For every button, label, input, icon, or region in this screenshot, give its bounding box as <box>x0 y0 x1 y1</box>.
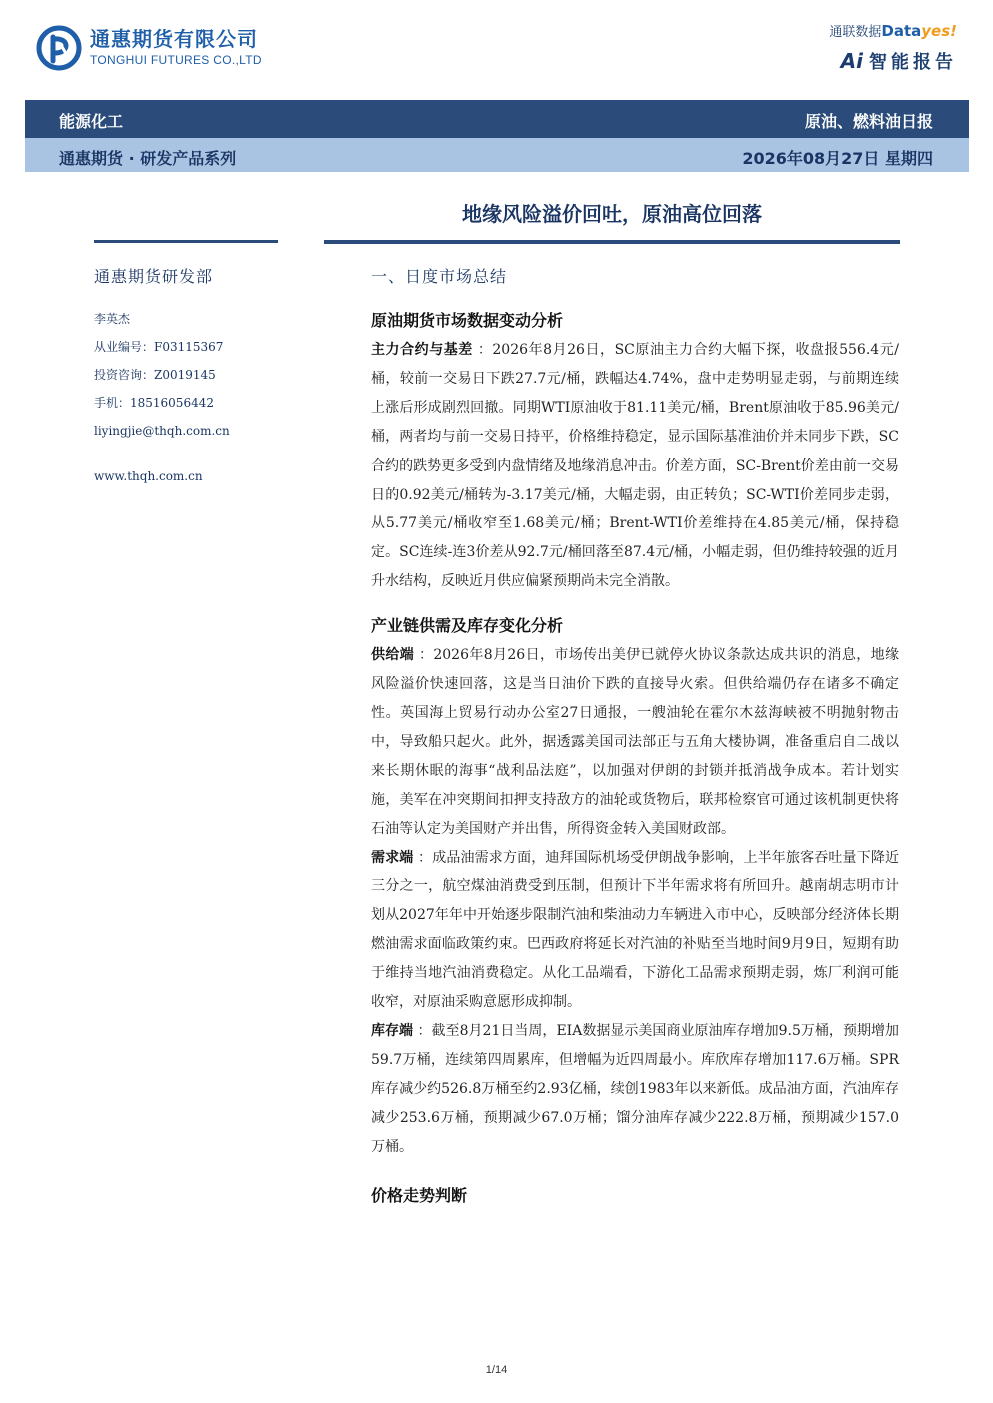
paragraph-contract-basis <box>371 336 899 596</box>
website-link: www.thqh.com.cn <box>94 469 203 483</box>
paragraph-label: 供给端 <box>371 647 415 664</box>
report-category: 能源化工 <box>59 112 124 131</box>
author-name: 李英杰 <box>94 312 131 326</box>
paragraph-text: ：2026年8月26日，SC原油主力合约大幅下探，收盘报556.4元/桶，较前一交易日下跌27.7元/桶，跌幅达4.74%，盘中走势明显走弱，与前期连续上涨后形成剧烈回撤。同期WTI原油收于81.11美元/桶，Brent原油收于85.96美元/桶，两者均与前一交易日持平，价格维持稳定，显示国际基准油价并未同步下跌，SC合约的跌势更多受到内盘情绪及地缘消息冲击。价差方面，SC-Brent价差由前一交易日的0.92美元/桶转为-3.17美元/桶，大幅走弱，由正转负；SC-WTI价差同步走弱，从5.77美元/桶收窄至1.68美元/桶；Brent-WTI价差维持在4.85美元/桶，保持稳定。SC连续-连3价差从92.7元/桶回落至87.4元/桶，小幅走弱，但仍维持较强的近月升水结构，反映近月供应偏紧预期尚未完全消散。 <box>371 342 899 590</box>
paragraph-text: ：截至8月21日当周，EIA数据显示美国商业原油库存增加9.5万桶，预期增加59.7万桶，连续第四周累库，但增幅为近四周最小。库欣库存增加117.6万桶。SPR库存减少约526.8万桶至约2.93亿桶，续创1983年以来新低。成品油方面，汽油库存减少253.6万桶，预期减少67.0万桶；馏分油库存减少222.8万桶，预期减少157.0万桶。 <box>371 1022 900 1155</box>
department-name: 通惠期货研发部 <box>94 267 214 286</box>
sidebar-divider <box>94 240 278 243</box>
subheading-supply-demand: 产业链供需及库存变化分析 <box>371 616 564 636</box>
title-divider <box>324 240 900 244</box>
datayes-brand <box>829 22 957 42</box>
datayes-prefix: 通联数据 <box>829 25 882 40</box>
page-number: 1/14 <box>485 1364 508 1376</box>
ai-icon: Ai <box>840 49 863 73</box>
report-title: 地缘风险溢价回吐，原油高位回落 <box>462 202 762 226</box>
phone-number: 手机：18516056442 <box>94 396 214 410</box>
paragraph-supply <box>371 641 899 843</box>
license-number: 从业编号：F03115367 <box>94 340 224 354</box>
consult-number: 投资咨询：Z0019145 <box>94 368 216 382</box>
datayes-logo <box>829 22 957 74</box>
datayes-brand-data: Data <box>881 22 922 40</box>
tonghui-logo-icon <box>36 25 82 71</box>
logo-company-name-en: TONGHUI FUTURES CO.,LTD <box>90 53 262 67</box>
report-series: 通惠期货 · 研发产品系列 <box>59 149 237 168</box>
paragraph-inventory <box>371 1017 899 1162</box>
datayes-brand-yes: yes! <box>921 22 957 40</box>
section-heading: 一、日度市场总结 <box>371 267 508 286</box>
report-name: 原油、燃料油日报 <box>804 112 933 131</box>
header-band-secondary <box>25 138 969 172</box>
paragraph-label: 库存端 <box>371 1022 414 1039</box>
subheading-futures-data: 原油期货市场数据变动分析 <box>371 311 564 330</box>
company-logo <box>36 24 262 72</box>
paragraph-text: ：2026年8月26日，市场传出美伊已就停火协议条款达成共识的消息，地缘风险溢价快速回落，这是当日油价下跌的直接导火索。但供给端仍存在诸多不确定性。英国海上贸易行动办公室27日通报，一艘油轮在霍尔木兹海峡被不明抛射物击中，导致船只起火。此外，据透露美国司法部正与五角大楼协调，准备重启自二战以来长期休眠的海事“战利品法庭”，以加强对伊朗的封锁并抵消战争成本。若计划实施，美军在冲突期间扣押支持敌方的油轮或货物后，联邦检察官可通过该机制更快将石油等认定为美国财产并出售，所得资金转入美国财政部。 <box>371 647 899 837</box>
paragraph-label: 主力合约与基差 <box>371 342 473 358</box>
report-date: 2026年08月27日 星期四 <box>742 149 933 168</box>
logo-text <box>90 28 262 68</box>
email-address: liyingjie@thqh.com.cn <box>94 424 230 438</box>
paragraph-label: 需求端 <box>371 849 414 866</box>
logo-company-name-cn: 通惠期货有限公司 <box>90 27 258 51</box>
report-body <box>371 266 899 1207</box>
subheading-price-outlook: 价格走势判断 <box>371 1186 468 1206</box>
paragraph-demand <box>371 844 899 1017</box>
header-band-primary <box>25 100 969 138</box>
paragraph-text: ：成品油需求方面，迪拜国际机场受伊朗战争影响，上半年旅客吞吐量下降近三分之一，航空煤油消费受到压制，但预计下半年需求将有所回升。越南胡志明市计划从2027年年中开始逐步限制汽油和柴油动力车辆进入市中心，反映部分经济体长期燃油需求面临政策约束。巴西政府将延长对汽油的补贴至当地时间9月9日，短期有助于维持当地汽油消费稳定。从化工品端看，下游化工品需求预期走弱，炼厂利润可能收窄，对原油采购意愿形成抑制。 <box>371 849 899 1011</box>
ai-report-title: 智能报告 <box>869 52 957 73</box>
ai-report-label <box>829 48 957 74</box>
author-sidebar <box>94 266 294 485</box>
